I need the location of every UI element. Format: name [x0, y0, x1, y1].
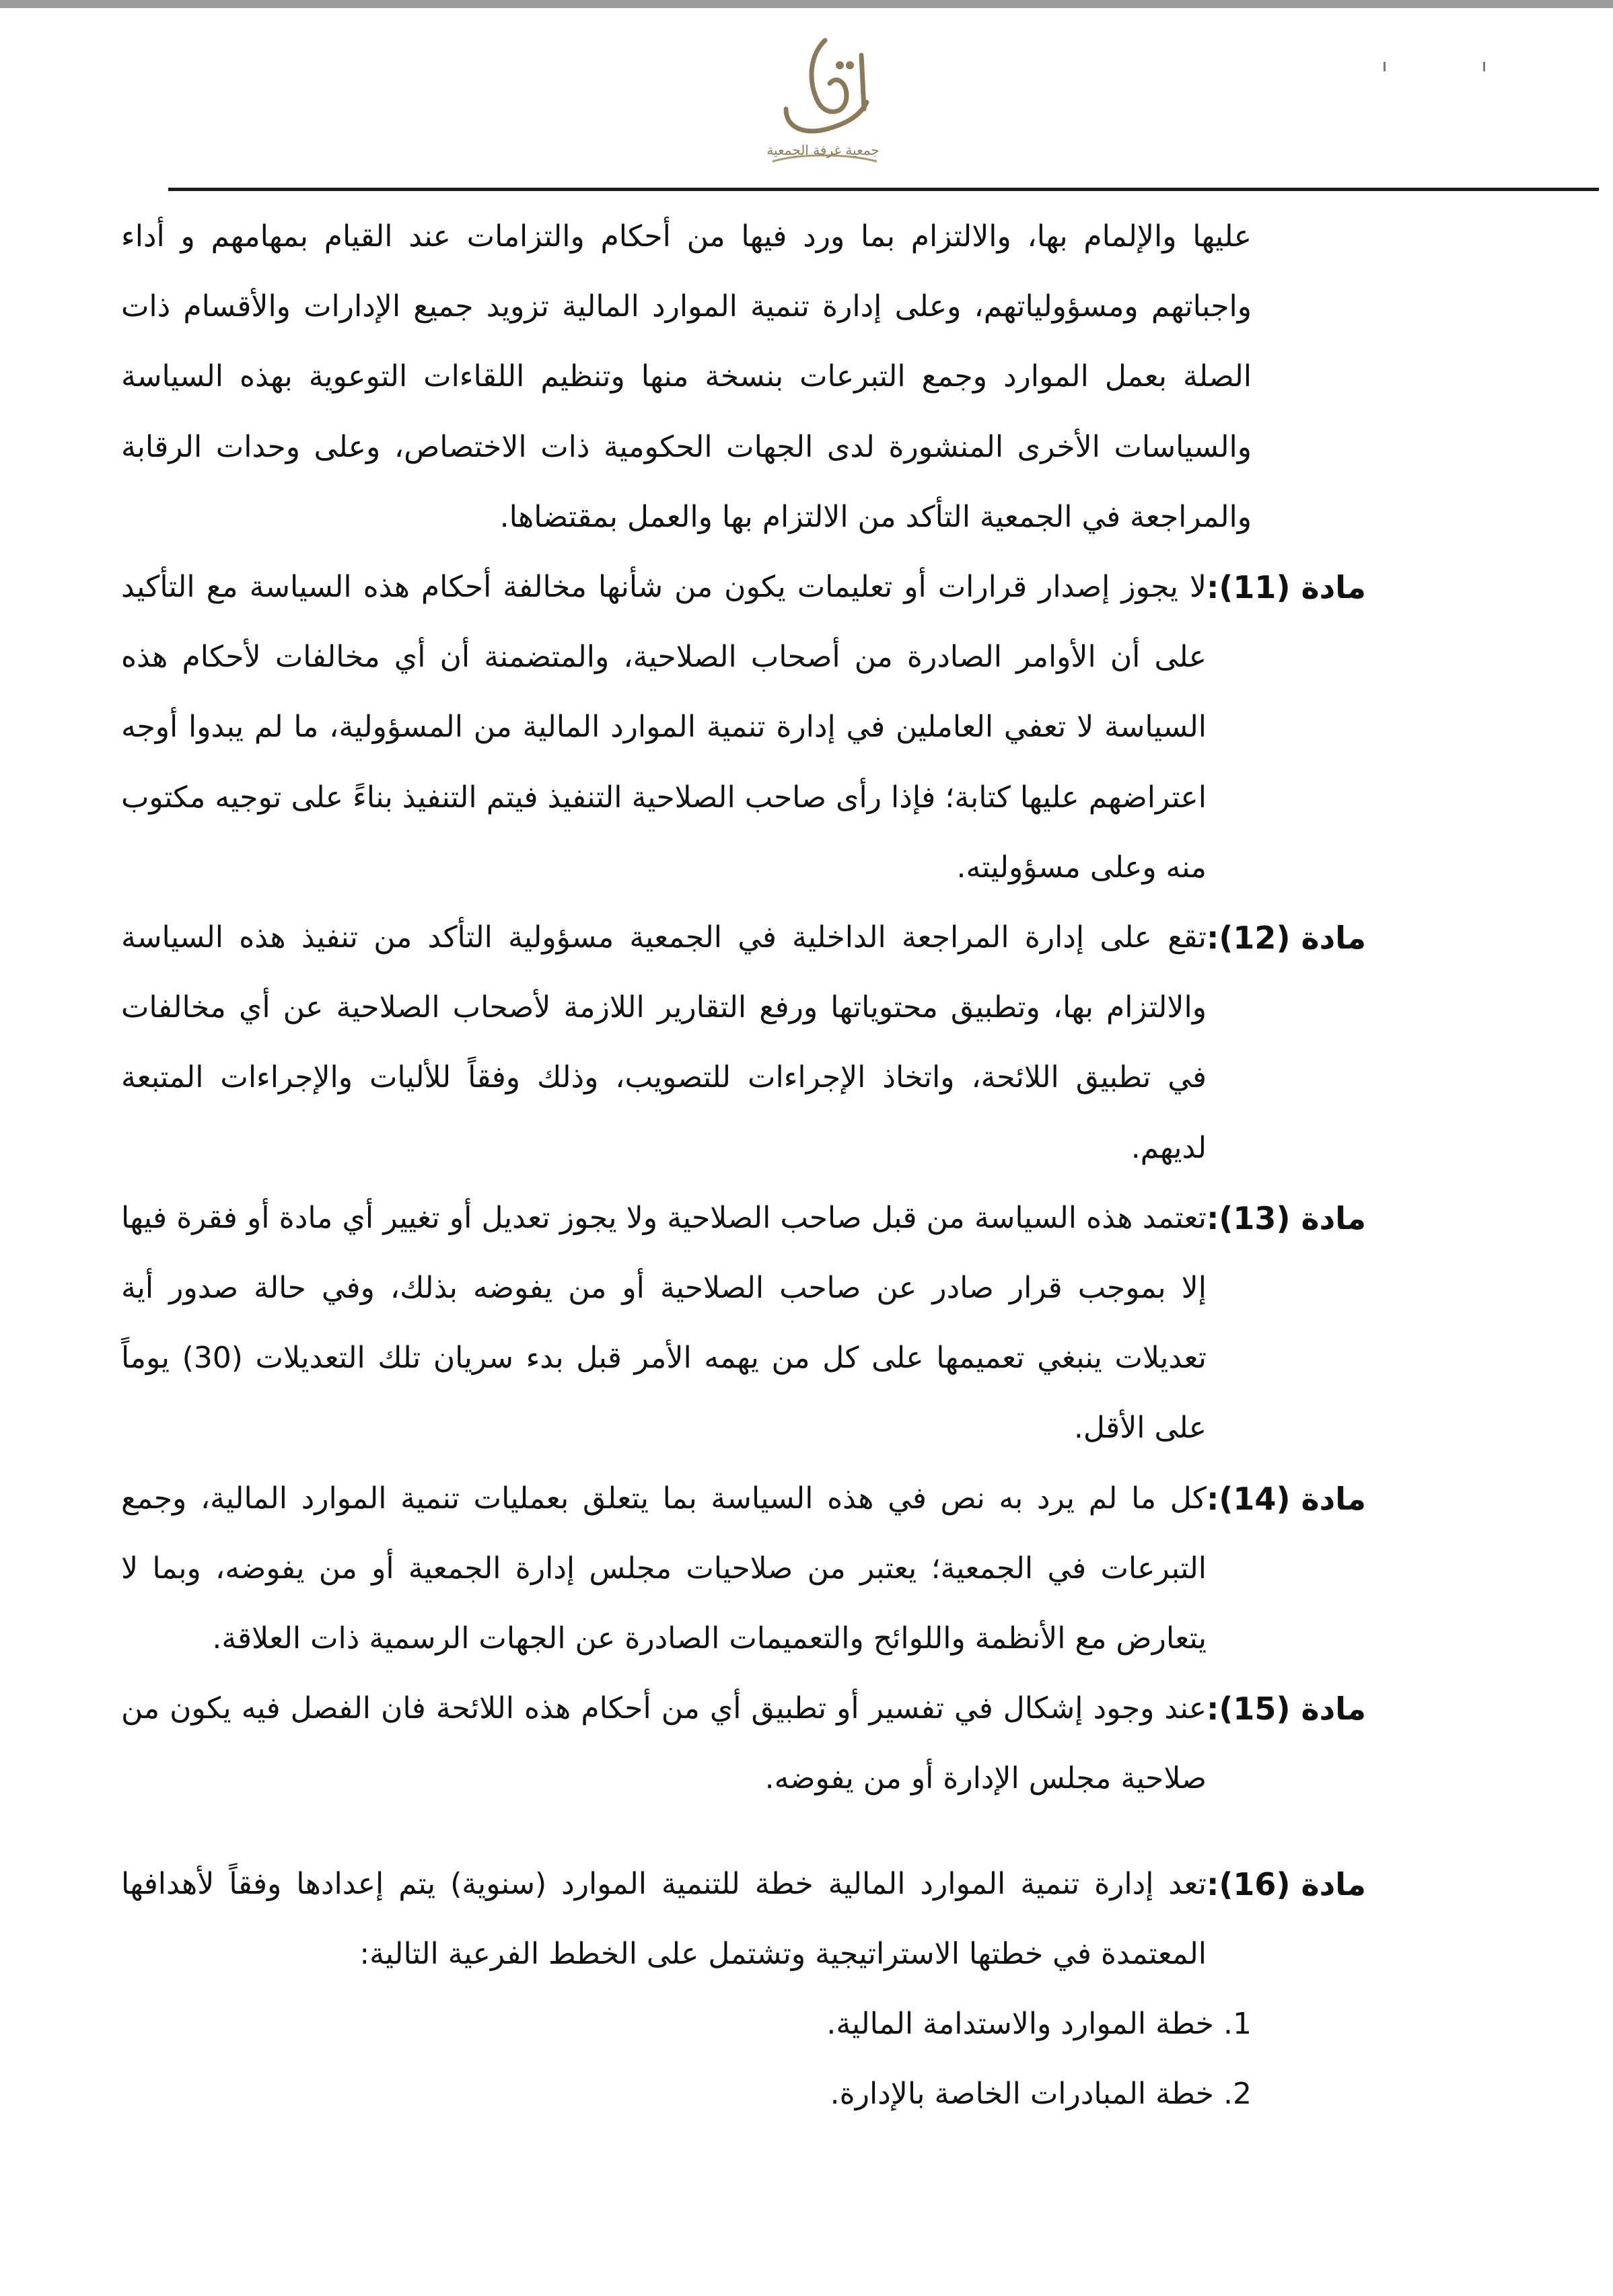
- list-item-text: خطة المبادرات الخاصة بالإدارة.: [830, 2077, 1214, 2112]
- logo-caption: جمعية غرفة الجمعية: [766, 142, 880, 158]
- article-text: لا يجوز إصدار قرارات أو تعليمات يكون من شأنها مخالفة أحكام هذه السياسة مع التأكيد على أن الأوامر الصادرة من أصحاب الصلاحية، والمتضمنة أن أي مخالفات لأحكام هذه السياسة لا تعفي العاملين في إدارة تنمية الموارد المالية من المسؤولية، ما لم يبدوا أوجه اعتراضهم عليها كتابة؛ فإذا رأى صاحب الصلاحية التنفيذ فيتم التنفيذ بناءً على توجيه مكتوب منه وعلى مسؤوليته.: [121, 570, 1207, 885]
- article-16: [121, 1849, 1366, 1989]
- article-text: تعتمد هذه السياسة من قبل صاحب الصلاحية ولا يجوز تعديل أو تغيير أي مادة أو فقرة فيها إلا بموجب قرار صادر عن صاحب الصلاحية أو من يفوضه بذلك، وفي حالة صدور أية تعديلات ينبغي تعميمها على كل من يهمه الأمر قبل بدء سريان تلك التعديلات (30) يوماً على الأقل.: [121, 1200, 1207, 1446]
- spacer: [121, 1814, 1366, 1849]
- article-label: مادة (12):: [1207, 920, 1366, 957]
- list-item-number: 1.: [1223, 2007, 1252, 2042]
- scan-top-border: [0, 0, 1613, 8]
- article-text: تعد إدارة تنمية الموارد المالية خطة للتنمية الموارد (سنوية) يتم إعدادها وفقاً لأهدافها المعتمدة في خطتها الاستراتيجية وتشتمل على الخطط الفرعية التالية:: [121, 1866, 1207, 1971]
- header-rule: [168, 188, 1599, 191]
- article-11: [121, 552, 1366, 903]
- article-label: مادة (14):: [1207, 1480, 1366, 1517]
- sub-plans-list: [121, 1989, 1366, 2129]
- scan-mark: [1384, 62, 1386, 71]
- document-body: [121, 202, 1366, 2129]
- article-label: مادة (13):: [1207, 1199, 1366, 1236]
- article-text: عند وجود إشكال في تفسير أو تطبيق أي من أحكام هذه اللائحة فان الفصل فيه يكون من صلاحية مجلس الإدارة أو من يفوضه.: [121, 1691, 1207, 1796]
- article-text: تقع على إدارة المراجعة الداخلية في الجمعية مسؤولية التأكد من تنفيذ هذه السياسة والالتزام بها، وتطبيق محتوياتها ورفع التقارير اللازمة لأصحاب الصلاحية عن أي مخالفات في تطبيق اللائحة، واتخاذ الإجراءات للتصويب، وذلك وفقاً للأليات والإجراءات المتبعة لديهم.: [121, 920, 1207, 1165]
- article-text: كل ما لم يرد به نص في هذه السياسة بما يتعلق بعمليات تنمية الموارد المالية، وجمع التبرعات في الجمعية؛ يعتبر من صلاحيات مجلس إدارة الجمعية أو من يفوضه، وبما لا يتعارض مع الأنظمة واللوائح والتعميمات الصادرة عن الجهات الرسمية ذات العلاقة.: [121, 1481, 1207, 1656]
- article-15: [121, 1674, 1366, 1814]
- list-item: [121, 1989, 1252, 2059]
- list-item: [121, 2059, 1252, 2129]
- intro-paragraph: عليها والإلمام بها، والالتزام بما ورد فيها من أحكام والتزامات عند القيام بمهامهم و أداء واجباتهم ومسؤولياتهم، وعلى إدارة تنمية الموارد المالية تزويد جميع الإدارات والأقسام ذات الصلة بعمل الموارد وجمع التبرعات بنسخة منها وتنظيم اللقاءات التوعوية بهذه السياسة والسياسات الأخرى المنشورة لدى الجهات الحكومية ذات الاختصاص، وعلى وحدات الرقابة والمراجعة في الجمعية التأكد من الالتزام بها والعمل بمقتضاها.: [121, 219, 1252, 534]
- article-14: [121, 1464, 1366, 1674]
- association-logo: [746, 28, 900, 183]
- article-13: [121, 1183, 1366, 1464]
- scan-mark: [1483, 62, 1485, 71]
- article-12: [121, 903, 1366, 1183]
- list-item-text: خطة الموارد والاستدامة المالية.: [826, 2007, 1214, 2042]
- list-item-number: 2.: [1223, 2077, 1252, 2112]
- article-label: مادة (16):: [1207, 1865, 1366, 1902]
- article-label: مادة (15):: [1207, 1691, 1366, 1728]
- article-label: مادة (11):: [1207, 569, 1366, 606]
